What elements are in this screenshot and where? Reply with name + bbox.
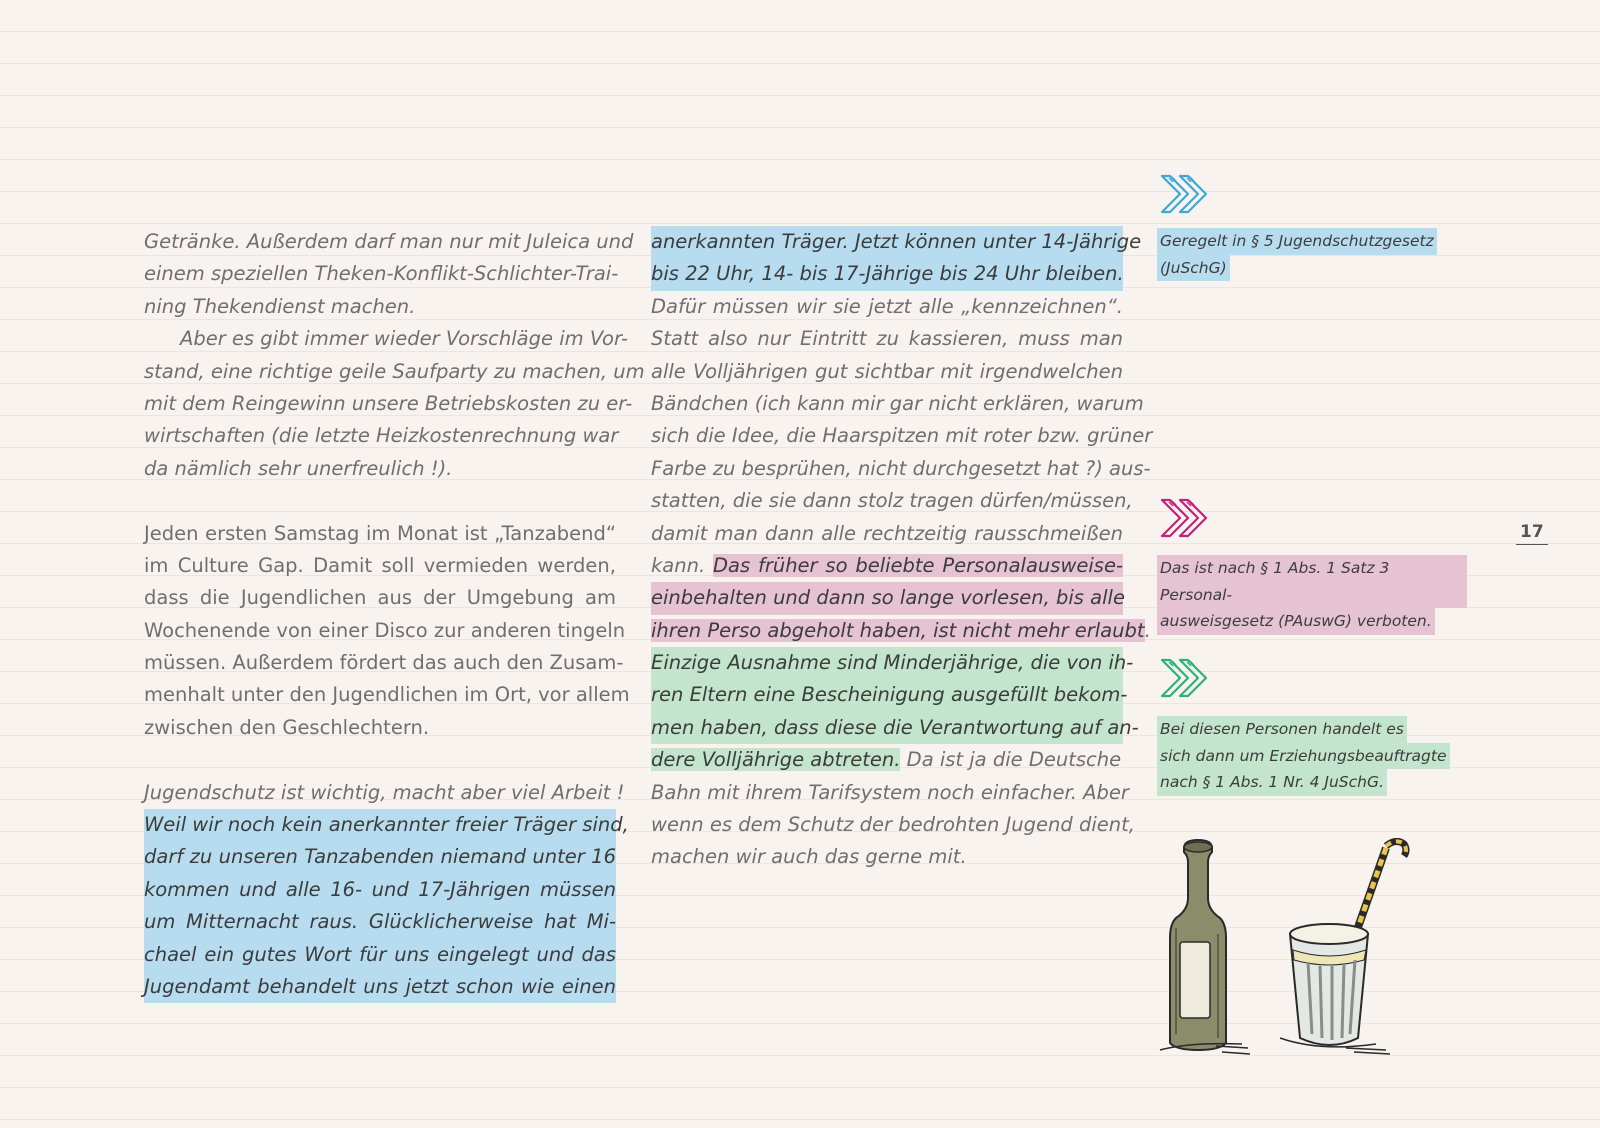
- text-line: [651, 550, 1123, 582]
- highlighted-line: kommen und alle 16- und 17-Jährigen müssen: [144, 874, 616, 906]
- double-chevron-pink-icon: [1158, 496, 1212, 540]
- double-chevron-blue-icon: [1158, 172, 1212, 216]
- highlighted-line: Einzige Ausnahme sind Minderjährige, die von ih-: [651, 647, 1123, 679]
- highlighted-line: bis 22 Uhr, 14- bis 17-Jährige bis 24 Uhr bleiben.: [651, 258, 1123, 290]
- sidenote-line: Geregelt in § 5 Jugendschutzgesetz: [1157, 228, 1437, 255]
- text-line: mit dem Reingewinn unsere Betriebskosten zu er-: [144, 391, 633, 415]
- text-line: Bahn mit ihrem Tarifsystem noch einfacher. Aber: [651, 780, 1129, 804]
- text-line: sich die Idee, die Haarspitzen mit roter bzw. grüner: [651, 424, 1153, 448]
- highlighted-fragment: dere Volljährige abtreten.: [651, 748, 901, 772]
- text-line: machen wir auch das gerne mit.: [651, 845, 967, 869]
- highlighted-line: um Mitternacht raus. Glücklicherweise hat Mi-: [144, 906, 616, 938]
- text-line: wenn es dem Schutz der bedrohten Jugend dient,: [651, 813, 1135, 837]
- page-number: 17: [1516, 522, 1548, 545]
- highlighted-line: men haben, dass diese die Verantwortung auf an-: [651, 712, 1123, 744]
- text-line: da nämlich sehr unerfreulich !).: [144, 456, 453, 480]
- text-line: menhalt unter den Jugendlichen im Ort, vor allem: [144, 683, 630, 707]
- text-line: alle Volljährigen gut sichtbar mit irgendwelchen: [651, 359, 1123, 383]
- highlighted-line: Weil wir noch kein anerkannter freier Träger sind,: [144, 809, 616, 841]
- sidenote-line: ausweisgesetz (PAuswG) verboten.: [1157, 608, 1435, 635]
- glass-drawing: [1280, 841, 1406, 1054]
- sidenote-line: Bei diesen Personen handelt es: [1157, 716, 1407, 743]
- sidenote-pauswg: [1157, 555, 1467, 635]
- text-line: Farbe zu besprühen, nicht durchgesetzt hat ?) aus-: [651, 456, 1151, 480]
- text-fragment: kann.: [651, 553, 713, 577]
- text-line: Wochenende von einer Disco zur anderen tingeln: [144, 618, 626, 642]
- sidenote-line: nach § 1 Abs. 1 Nr. 4 JuSchG.: [1157, 769, 1387, 796]
- text-line: einem speziellen Theken-Konflikt-Schlichter-Trai-: [144, 262, 619, 286]
- text-fragment: .: [1144, 618, 1151, 642]
- highlighted-fragment: Das früher so beliebte Personalausweise-: [713, 553, 1124, 577]
- text-line: stand, eine richtige geile Saufparty zu machen, um: [144, 359, 645, 383]
- tanzabend-paragraph: [144, 518, 630, 745]
- text-line: Getränke. Außerdem darf man nur mit Juleica und: [144, 230, 634, 253]
- left-text-column: [144, 226, 645, 1003]
- text-line: müssen. Außerdem fördert das auch den Zusam-: [144, 651, 624, 675]
- text-fragment: Da ist ja die Deutsche: [900, 748, 1122, 772]
- text-line: im Culture Gap. Damit soll vermieden werden,: [144, 553, 616, 577]
- text-line: damit man dann alle rechtzeitig rausschmeißen: [651, 521, 1123, 545]
- sidenote-erziehungsbeauftragte: [1157, 716, 1467, 796]
- text-line: statten, die sie dann stolz tragen dürfen/müssen,: [651, 489, 1133, 513]
- highlighted-line: darf zu unseren Tanzabenden niemand unter 16: [144, 841, 616, 873]
- text-line: [651, 744, 1123, 776]
- highlighted-line: ren Eltern eine Bescheinigung ausgefüllt bekom-: [651, 679, 1123, 711]
- text-line: [651, 615, 1151, 647]
- text-line: zwischen den Geschlechtern.: [144, 715, 430, 739]
- highlighted-fragment: ihren Perso abgeholt haben, ist nicht mehr erlaubt: [651, 618, 1145, 642]
- highlighted-line: anerkannten Träger. Jetzt können unter 14-Jährige: [651, 226, 1123, 258]
- text-line: Jeden ersten Samstag im Monat ist „Tanzabend“: [144, 521, 616, 545]
- text-line: wirtschaften (die letzte Heizkostenrechnung war: [144, 424, 619, 448]
- text-line: Bändchen (ich kann mir gar nicht erklären, warum: [651, 391, 1144, 415]
- bottle-drawing: [1160, 840, 1250, 1054]
- text-line: ning Thekendienst machen.: [144, 294, 416, 318]
- text-line: Aber es gibt immer wieder Vorschläge im Vor-: [180, 327, 628, 351]
- sidenote-line: sich dann um Erziehungsbeauftragte: [1157, 743, 1450, 770]
- text-line: dass die Jugendlichen aus der Umgebung am: [144, 586, 616, 610]
- sidenote-line: Das ist nach § 1 Abs. 1 Satz 3 Personal-: [1157, 555, 1467, 608]
- middle-text-column: [651, 226, 1153, 874]
- text-line: Statt also nur Eintritt zu kassieren, muss man: [651, 327, 1123, 351]
- sidenote-line: (JuSchG): [1157, 255, 1230, 282]
- highlighted-line: Jugendamt behandelt uns jetzt schon wie einen: [144, 971, 616, 1003]
- text-line: Jugendschutz ist wichtig, macht aber viel Arbeit !: [144, 780, 625, 804]
- double-chevron-green-icon: [1158, 656, 1212, 700]
- text-line: Dafür müssen wir sie jetzt alle „kennzeichnen“.: [651, 294, 1123, 318]
- highlighted-line: einbehalten und dann so lange vorlesen, bis alle: [651, 582, 1123, 614]
- sidenote-juschg: [1157, 228, 1467, 281]
- bottle-and-glass-illustration: [1150, 838, 1450, 1078]
- highlighted-line: chael ein gutes Wort für uns eingelegt und das: [144, 939, 616, 971]
